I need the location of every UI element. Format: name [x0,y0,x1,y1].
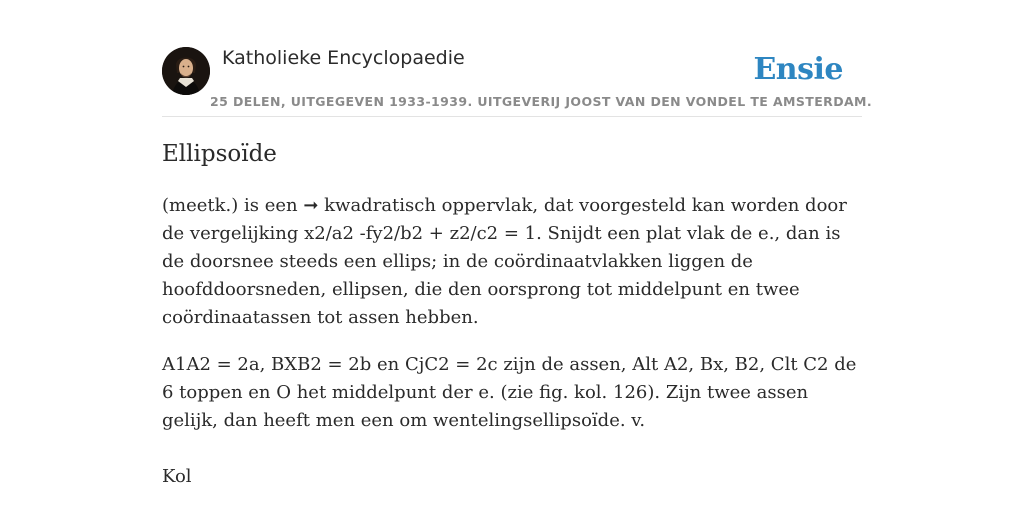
source-avatar[interactable] [162,47,210,95]
ensie-logo[interactable]: Ensie [753,52,843,87]
article-paragraph: (meetk.) is een ➞ kwadratisch oppervlak, dat voorgesteld kan worden door de vergelijking x2/a2 -fy2/b2 + z2/c2 = 1. Snijdt een plat vlak de e., dan is de doorsnee steeds een ellips; in de coördinaatvlakken liggen de hoofddoorsneden, ellipsen, die den oorsprong tot middelpunt en twee coördinaatassen tot assen hebben. [162,195,847,328]
article [162,138,862,491]
article-author: Kol [162,466,192,487]
portrait-icon [162,47,210,95]
article-title: Ellipsoïde [162,141,277,167]
source-meta: 25 DELEN, UITGEGEVEN 1933-1939. UITGEVERIJ JOOST VAN DEN VONDEL TE AMSTERDAM. [210,94,873,109]
source-title[interactable]: Katholieke Encyclopaedie [222,47,465,69]
source-header [162,46,873,117]
article-paragraph: A1A2 = 2a, BXB2 = 2b en CjC2 = 2c zijn de assen, Alt A2, Bx, B2, Clt C2 de 6 toppen en O het middelpunt der e. (zie fig. kol. 126). Zijn twee assen gelijk, dan heeft men een om wentelingsellipsoïde. v. [162,354,857,431]
